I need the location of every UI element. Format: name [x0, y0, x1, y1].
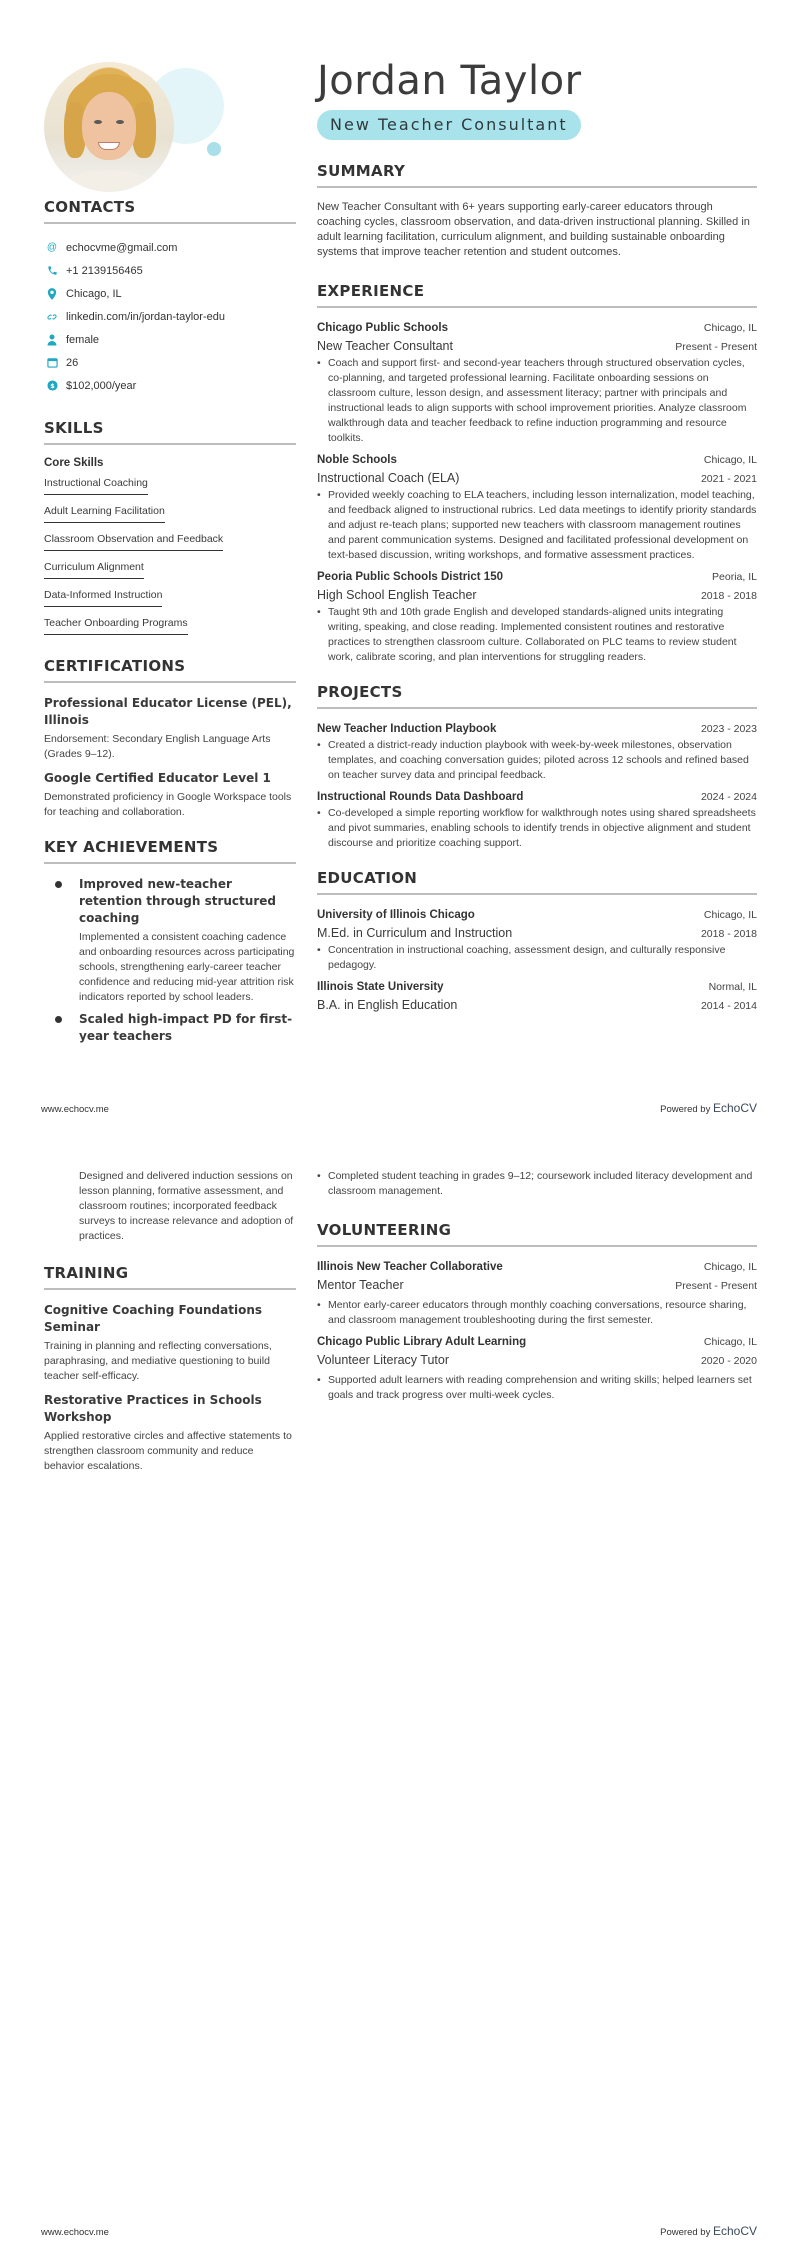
date-range: 2018 - 2018	[700, 590, 757, 602]
achievement-desc: Designed and delivered induction sessions on lesson planning, formative assessment, and classroom routines; incorporated feedback surveys to increase relevance and adoption of practices.	[79, 1170, 294, 1242]
training-item	[44, 1302, 296, 1384]
job-title-pill: New Teacher Consultant	[317, 110, 581, 140]
contact-phone[interactable]	[44, 259, 296, 282]
experience-entry	[317, 320, 757, 446]
bullet-text: • Taught 9th and 10th grade English and developed standards-aligned units integrating writing, speaking, and close reading. Implemented consistent routines and restorative practices to strengthen classroom culture. Collaborated on PLC teams to review student work, calibrate scoring, and plan interventions for struggling readers.	[317, 605, 757, 665]
bullet-text: • Supported adult learners with reading comprehension and writing skills; helped learners set goals and track progress over multi-week cycles.	[317, 1373, 757, 1403]
experience-entry	[317, 452, 757, 563]
location: Normal, IL	[708, 981, 757, 993]
achievement-item	[44, 876, 296, 1005]
contact-value: female	[66, 333, 100, 346]
bullet-text: • Co-developed a simple reporting workflow for walkthrough notes using shared spreadsheets and pivot summaries, enabling schools to identify trends in objective alignment and student discourse and prioritize coaching support.	[317, 806, 757, 851]
footer-website-link[interactable]: www.echocv.me	[41, 1104, 109, 1115]
contact-salary	[44, 374, 296, 397]
contact-list	[44, 236, 296, 397]
contacts-section	[44, 198, 296, 397]
skill-group-title: Core Skills	[44, 457, 104, 469]
decorative-dot	[207, 142, 221, 156]
skill-item: Teacher Onboarding Programs	[44, 617, 188, 635]
skill-item: Data-Informed Instruction	[44, 589, 162, 607]
brand-logo[interactable]: EchoCV	[712, 1101, 757, 1115]
training-name: Cognitive Coaching Foundations Seminar	[44, 1303, 263, 1334]
left-column-continued	[44, 1166, 296, 1482]
achievement-title: Improved new-teacher retention through structured coaching	[79, 877, 276, 925]
footer-powered-by	[660, 1101, 757, 1115]
employer: Peoria Public Schools District 150	[317, 571, 503, 583]
date-range: Present - Present	[675, 341, 757, 353]
location: Chicago, IL	[703, 322, 757, 334]
project-entry	[317, 789, 757, 851]
degree: M.Ed. in Curriculum and Instruction	[317, 926, 513, 940]
school: University of Illinois Chicago	[317, 909, 475, 921]
projects-section	[317, 683, 757, 851]
training-item	[44, 1392, 296, 1474]
organization: Illinois New Teacher Collaborative	[317, 1261, 503, 1273]
at-icon: @	[46, 242, 58, 253]
contact-value: 26	[66, 356, 79, 369]
contact-gender	[44, 328, 296, 351]
bullet-text: • Created a district-ready induction playbook with week-by-week milestones, observation templates, and coaching conversation guides; piloted across 12 schools and refined based on teacher survey data and principal feedback.	[317, 738, 757, 783]
training-desc: Applied restorative circles and affective statements to strengthen classroom community and reduce behavior escalations.	[44, 1430, 292, 1472]
bullet-text: • Provided weekly coaching to ELA teachers, including lesson internalization, model teaching, and feedback aligned to instructional rubrics. Led data meetings to identify priority standards and adjust re-teach plans; supported new teachers with classroom management routines and parent communication systems. Designed and facilitated professional development on text-based discussion, writing workshops, and formative assessment practices.	[317, 488, 757, 563]
calendar-icon	[46, 357, 58, 369]
location: Chicago, IL	[703, 1336, 757, 1348]
skill-item: Instructional Coaching	[44, 477, 148, 495]
date-range: 2021 - 2021	[700, 473, 757, 485]
bullet-icon	[55, 1016, 62, 1023]
bullet-text: • Coach and support first- and second-year teachers through structured observation cycles, co-planning, and targeted professional learning. Facilitate onboarding sessions on classroom culture, lesson design, and assessment literacy; partner with principals and instructional leads to align supports with school improvement priorities. Analyze classroom walkthrough data and teacher feedback to refine induction programming and resource toolkits.	[317, 356, 757, 446]
section-title: CERTIFICATIONS	[44, 657, 296, 683]
certification-item	[44, 770, 296, 820]
location: Chicago, IL	[703, 1261, 757, 1273]
school: Illinois State University	[317, 981, 444, 993]
employer: Noble Schools	[317, 454, 397, 466]
experience-entry	[317, 569, 757, 665]
skill-item: Classroom Observation and Feedback	[44, 533, 223, 551]
training-name: Restorative Practices in Schools Workshop	[44, 1393, 262, 1424]
volunteering-entry	[317, 1259, 757, 1328]
left-column	[44, 198, 296, 1051]
achievement-desc: Implemented a consistent coaching cadence and onboarding resources across participating schools, strengthening early-career teacher confidence and reducing mid-year attrition risk indicators reported by school leaders.	[79, 931, 295, 1003]
location: Peoria, IL	[712, 571, 757, 583]
volunteer-role: Volunteer Literacy Tutor	[317, 1353, 450, 1367]
section-title: SUMMARY	[317, 162, 757, 188]
education-entry	[317, 979, 757, 1015]
education-entry	[317, 907, 757, 973]
location-pin-icon	[46, 288, 58, 300]
summary-section	[317, 162, 757, 260]
training-desc: Training in planning and reflecting conversations, paraphrasing, and mediative questioning to build teacher self-efficacy.	[44, 1340, 272, 1382]
section-title: VOLUNTEERING	[317, 1221, 757, 1247]
achievement-item	[44, 1011, 296, 1045]
training-section	[44, 1264, 296, 1474]
project-name: New Teacher Induction Playbook	[317, 723, 497, 735]
powered-by-label: Powered by	[660, 1104, 711, 1115]
education-continued	[317, 1169, 757, 1199]
brand-logo[interactable]: EchoCV	[712, 2224, 757, 2238]
employer: Chicago Public Schools	[317, 322, 448, 334]
location: Chicago, IL	[703, 454, 757, 466]
phone-icon	[46, 265, 58, 277]
certification-desc: Endorsement: Secondary English Language Arts (Grades 9–12).	[44, 733, 271, 760]
section-title: EDUCATION	[317, 869, 757, 895]
achievement-continued	[44, 1169, 296, 1244]
job-role: Instructional Coach (ELA)	[317, 471, 460, 485]
right-column	[317, 162, 757, 1021]
contact-linkedin[interactable]	[44, 305, 296, 328]
bullet-icon	[55, 881, 62, 888]
section-title: CONTACTS	[44, 198, 296, 224]
svg-text:$: $	[49, 381, 55, 390]
candidate-name: Jordan Taylor	[317, 58, 582, 104]
experience-section	[317, 282, 757, 665]
date-range: Present - Present	[675, 1280, 757, 1292]
bullet-text: • Mentor early-career educators through monthly coaching conversations, resource sharing, and classroom management troubleshooting during the first semester.	[317, 1298, 757, 1328]
volunteer-role: Mentor Teacher	[317, 1278, 404, 1292]
footer-powered-by	[660, 2224, 757, 2238]
summary-text: New Teacher Consultant with 6+ years supporting early-career educators through coaching cycles, classroom observation, and data-driven instructional planning. Skilled in adult learning facilitation, curriculum alignment, and building sustainable onboarding systems that improve teacher retention and student outcomes.	[317, 201, 750, 258]
date-range: 2020 - 2020	[700, 1355, 757, 1367]
resume-page-2	[0, 1123, 794, 2246]
contact-email[interactable]	[44, 236, 296, 259]
job-role: New Teacher Consultant	[317, 339, 453, 353]
contact-age	[44, 351, 296, 374]
footer-website-link[interactable]: www.echocv.me	[41, 2227, 109, 2238]
date-range: 2023 - 2023	[700, 723, 757, 735]
skills-section	[44, 419, 296, 641]
volunteering-entry	[317, 1334, 757, 1403]
powered-by-label: Powered by	[660, 2227, 711, 2238]
right-column-continued	[317, 1169, 757, 1409]
project-name: Instructional Rounds Data Dashboard	[317, 791, 524, 803]
contact-value: Chicago, IL	[66, 287, 122, 300]
section-title: EXPERIENCE	[317, 282, 757, 308]
bullet-text: • Completed student teaching in grades 9–12; coursework included literacy development and classroom management.	[317, 1169, 757, 1199]
project-entry	[317, 721, 757, 783]
contact-value: echocvme@gmail.com	[66, 241, 178, 254]
contact-value: +1 2139156465	[66, 264, 143, 277]
skill-item: Curriculum Alignment	[44, 561, 144, 579]
degree: B.A. in English Education	[317, 998, 458, 1012]
contact-value: linkedin.com/in/jordan-taylor-edu	[66, 310, 225, 323]
location: Chicago, IL	[703, 909, 757, 921]
achievements-section	[44, 838, 296, 1045]
certifications-section	[44, 657, 296, 820]
skill-item: Adult Learning Facilitation	[44, 505, 165, 523]
date-range: 2014 - 2014	[700, 1000, 757, 1012]
certification-name: Google Certified Educator Level 1	[44, 771, 271, 785]
date-range: 2018 - 2018	[700, 928, 757, 940]
profile-photo-wrapper	[44, 62, 184, 194]
dollar-icon	[46, 380, 58, 392]
section-title: KEY ACHIEVEMENTS	[44, 838, 296, 864]
bullet-text: • Concentration in instructional coaching, assessment design, and culturally responsive pedagogy.	[317, 943, 757, 973]
education-section	[317, 869, 757, 1015]
certification-desc: Demonstrated proficiency in Google Workspace tools for teaching and collaboration.	[44, 791, 292, 818]
volunteering-section	[317, 1221, 757, 1403]
certification-item	[44, 695, 296, 762]
section-title: TRAINING	[44, 1264, 296, 1290]
organization: Chicago Public Library Adult Learning	[317, 1336, 527, 1348]
date-range: 2024 - 2024	[700, 791, 757, 803]
contact-location	[44, 282, 296, 305]
contact-value: $102,000/year	[66, 379, 137, 392]
achievement-title: Scaled high-impact PD for first-year teachers	[79, 1012, 293, 1043]
section-title: SKILLS	[44, 419, 296, 445]
job-role: High School English Teacher	[317, 588, 477, 602]
profile-photo	[44, 62, 174, 192]
certification-name: Professional Educator License (PEL), Illinois	[44, 696, 292, 727]
link-icon	[46, 311, 58, 323]
section-title: PROJECTS	[317, 683, 757, 709]
person-icon	[46, 334, 58, 346]
